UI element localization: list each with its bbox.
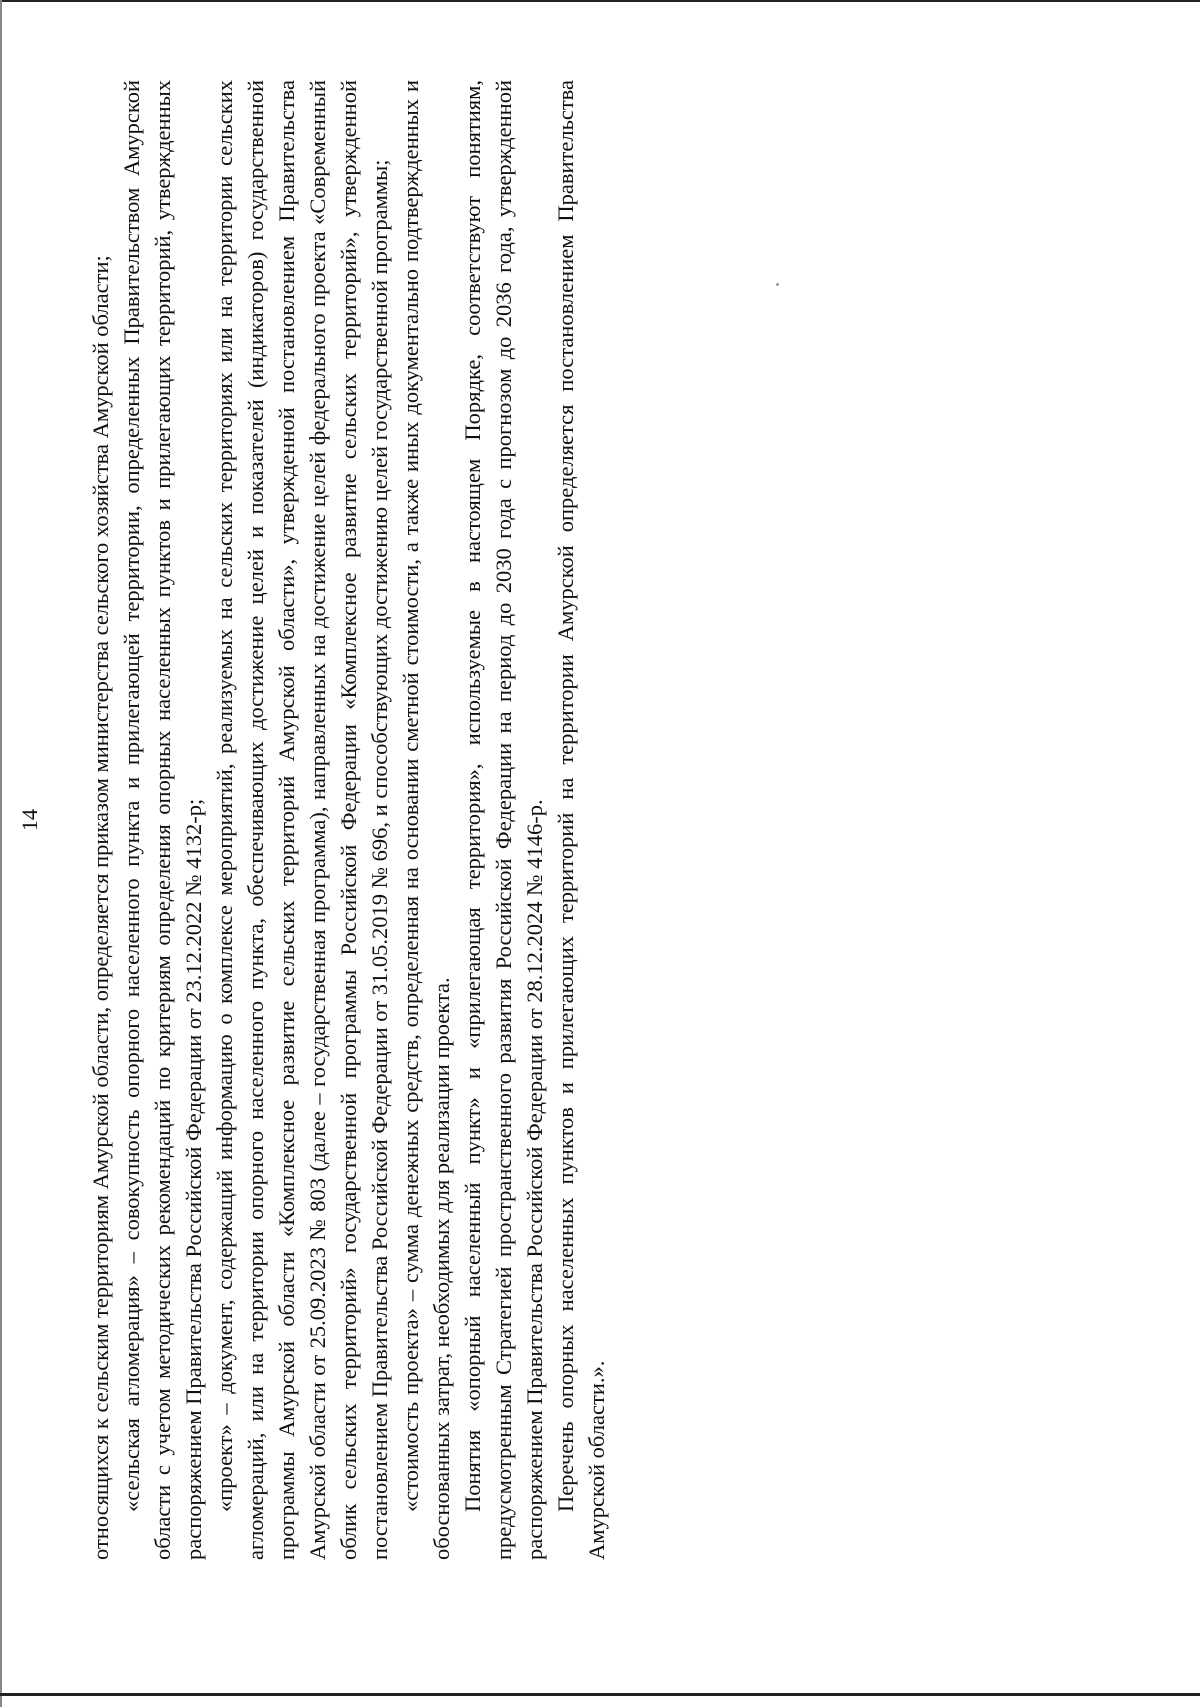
body-text: [85, 80, 612, 1560]
paragraph-6: Перечень опорных населенных пунктов и прилегающих территорий на территории Амурской определяется постановлением Правительства Амурской области.».: [553, 80, 609, 1560]
paragraph-5: Понятия «опорный населенный пункт» и «прилегающая территория», используемые в настоящем Порядке, соответствуют понятиям, предусмотренным Стратегией пространственного развития Российской Федерации на период до 2030 года с прогнозом до 2036 года, утвержденной распоряжением Правительства Российской Федерации от 28.12.2024 № 4146-р.: [460, 80, 547, 1560]
paragraph-1: относящихся к сельским территориям Амурской области, определяется приказом министерства сельского хозяйства Амурской области;: [88, 255, 113, 1560]
scan-edge-bottom: [0, 1693, 1200, 1696]
paragraph-4: «стоимость проекта» – сумма денежных средств, определенная на основании сметной стоимости, а также иных документально подтвержденных и обоснованных затрат, необходимых для реализации проекта.: [398, 80, 454, 1560]
scan-edge-left: [0, 0, 2, 1707]
paragraph-2: «сельская агломерация» – совокупность опорного населенного пункта и прилегающей территории, определенных Правительством Амурской области с учетом методических рекомендаций по критериям определения опорных населенных пунктов и прилегающих территорий, утвержденных распоряжением Правительства Российской Федерации от 23.12.2022 № 4132-р;: [119, 80, 206, 1560]
paragraph-3: «проект» – документ, содержащий информацию о комплексе мероприятий, реализуемых на сельских территориях или на территории сельских агломераций, или на территории опорного населенного пункта, обеспечивающих достижение целей и показателей (индикаторов) государственной программы Амурской области «Комплексное развитие сельских территорий Амурской области», утвержденной постановлением Правительства Амурской области от 25.09.2023 № 803 (далее – государственная программа), направленных на достижение целей федерального проекта «Современный облик сельских территорий» государственной программы Российской Федерации «Комплексное развитие сельских территорий», утвержденной постановлением Правительства Российской Федерации от 31.05.2019 № 696, и способствующих достижению целей государственной программы;: [212, 80, 392, 1560]
rotated-page: [17, 80, 865, 1560]
scan-edge-top: [0, 0, 1200, 2]
page-number: 14: [17, 809, 42, 831]
